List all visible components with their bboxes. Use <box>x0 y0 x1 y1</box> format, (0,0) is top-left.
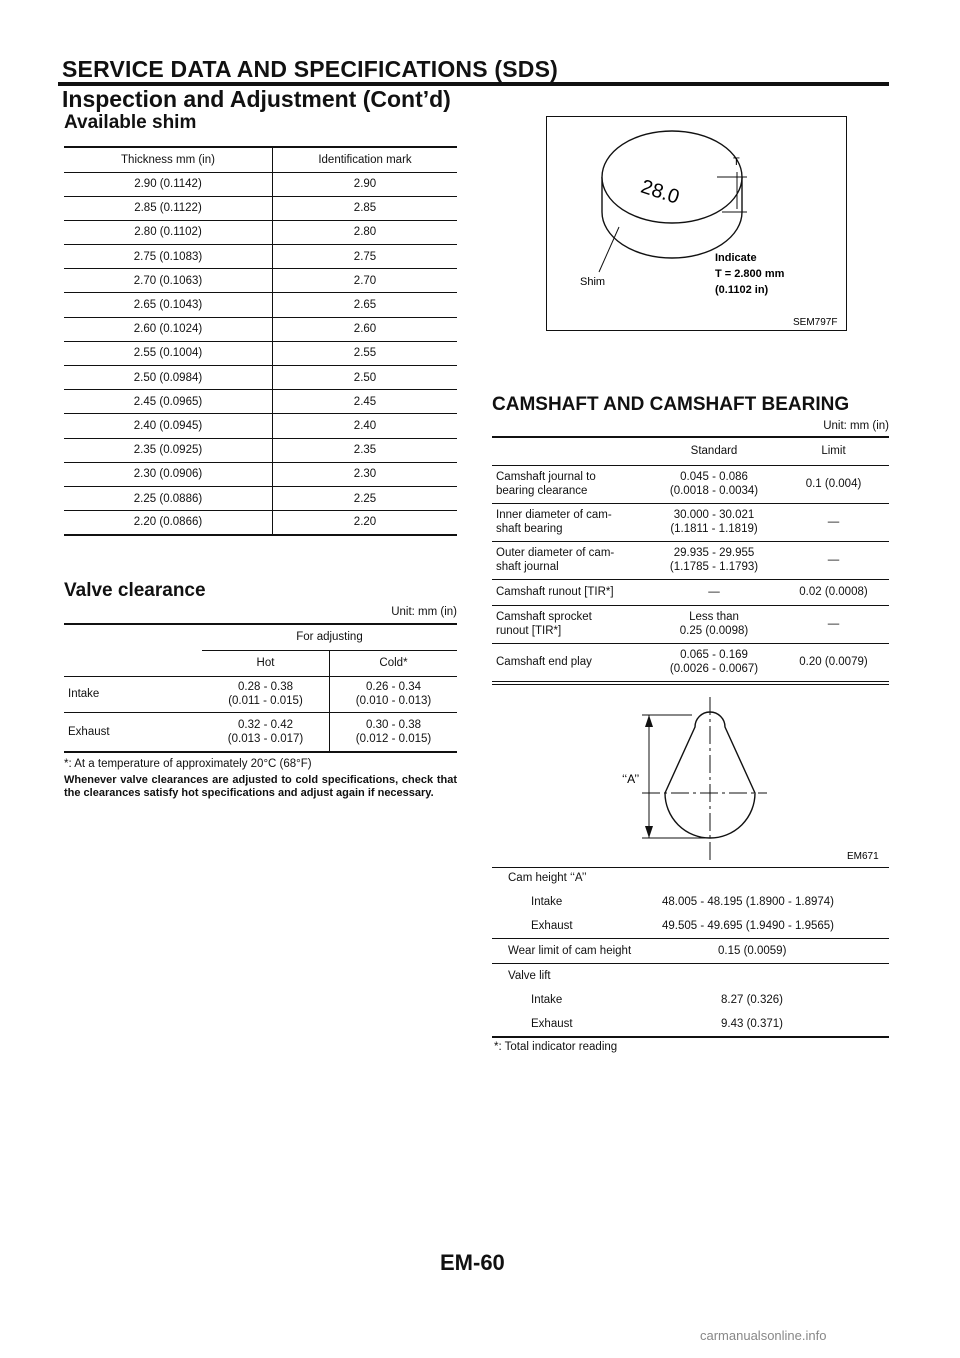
camshaft-limit: 0.1 (0.004) <box>805 478 862 490</box>
t-label: T <box>733 156 740 168</box>
valve-unit: Unit: mm (in) <box>391 606 457 618</box>
valve-header-row1 <box>64 624 457 650</box>
camshaft-item: Inner diameter of cam- shaft bearing <box>496 509 612 535</box>
intake-label: Intake <box>68 688 100 700</box>
shim-thickness: 2.65 (0.1043) <box>64 293 273 317</box>
camshaft-limit: — <box>827 516 840 528</box>
shim-id-mark: 2.45 <box>353 395 377 408</box>
valve-heading: Valve clearance <box>64 580 206 601</box>
camshaft-limit: — <box>827 618 840 630</box>
intake-hot: 0.28 - 0.38 (0.011 - 0.015) <box>202 676 330 712</box>
shim-label: Shim <box>580 276 606 288</box>
shim-thickness: 2.40 (0.0945) <box>64 414 273 438</box>
shim-table <box>64 146 457 536</box>
shim-table-header <box>64 147 457 172</box>
shim-thickness: 2.80 (0.1102) <box>64 220 273 244</box>
shim-row <box>64 366 457 390</box>
cam-figure-code: EM671 <box>847 851 879 862</box>
shim-leader <box>599 227 619 272</box>
camshaft-standard: 0.065 - 0.169 (0.0026 - 0.0067) <box>669 649 759 675</box>
camshaft-item: Camshaft end play <box>496 656 592 668</box>
shim-row <box>64 196 457 220</box>
shim-row <box>64 269 457 293</box>
cam-diagram <box>492 685 889 867</box>
shim-marking: 28.0 <box>638 175 682 209</box>
shim-thickness: 2.70 (0.1063) <box>64 269 273 293</box>
shim-thickness: 2.25 (0.0886) <box>64 486 273 510</box>
camshaft-table-container <box>492 436 889 682</box>
camshaft-row <box>492 605 889 643</box>
shim-row <box>64 462 457 486</box>
shim-row <box>64 317 457 341</box>
valve-intake-row <box>64 676 457 712</box>
shim-id-mark: 2.90 <box>353 178 377 191</box>
cam-height-intake: Intake 48.005 - 48.195 (1.8900 - 1.8974) <box>531 896 834 908</box>
camshaft-standard: 29.935 - 29.955 (1.1785 - 1.1793) <box>669 547 759 573</box>
shim-thickness: 2.30 (0.0906) <box>64 462 273 486</box>
shim-id-mark: 2.70 <box>353 274 377 287</box>
camshaft-header <box>492 437 889 465</box>
shim-row <box>64 438 457 462</box>
shim-row <box>64 172 457 196</box>
valve-lift-intake: Intake 8.27 (0.326) <box>531 994 784 1006</box>
shim-id-mark: 2.75 <box>353 250 377 263</box>
cam-specs <box>492 866 889 1056</box>
for-adjusting: For adjusting <box>202 624 457 650</box>
camshaft-standard: 30.000 - 30.021 (1.1811 - 1.1819) <box>670 509 758 535</box>
valve-table <box>64 623 457 753</box>
shim-row <box>64 341 457 365</box>
shim-diagram <box>547 117 846 330</box>
valve-warning: Whenever valve clearances are adjusted to cold specifications, check that the clearances satisfy hot specifications and adjust again if necessary. <box>64 774 457 799</box>
camshaft-row <box>492 465 889 503</box>
shim-id-mark: 2.50 <box>353 371 377 384</box>
shim-col-id: Identification mark <box>318 153 412 166</box>
shim-row <box>64 511 457 535</box>
valve-lift-exhaust: Exhaust 9.43 (0.371) <box>492 1012 889 1038</box>
shim-thickness: 2.60 (0.1024) <box>64 317 273 341</box>
intake-cold: 0.26 - 0.34 (0.010 - 0.013) <box>355 681 432 707</box>
camshaft-standard: — <box>708 586 720 598</box>
shim-row <box>64 486 457 510</box>
camshaft-limit: — <box>827 554 840 566</box>
shim-thickness: 2.50 (0.0984) <box>64 366 273 390</box>
shim-row <box>64 390 457 414</box>
valve-lift-label: Valve lift <box>508 970 551 982</box>
shim-id-mark: 2.35 <box>353 444 377 457</box>
shim-id-mark: 2.40 <box>353 419 377 432</box>
camshaft-limit: 0.02 (0.0008) <box>799 586 868 598</box>
limit-label: Limit <box>821 445 846 458</box>
watermark: carmanualsonline.info <box>700 1328 827 1343</box>
camshaft-table <box>492 436 889 682</box>
camshaft-item: Camshaft sprocket runout [TIR*] <box>496 611 592 637</box>
section-subtitle: Inspection and Adjustment (Cont’d) <box>62 86 451 112</box>
shim-col-thickness: Thickness mm (in) <box>64 147 273 172</box>
a-arrow-top <box>645 715 653 727</box>
shim-thickness: 2.75 (0.1083) <box>64 245 273 269</box>
shim-thickness: 2.20 (0.0866) <box>64 511 273 535</box>
camshaft-footnote: *: Total indicator reading <box>494 1041 618 1053</box>
shim-figure-code: SEM797F <box>793 317 838 328</box>
shim-thickness: 2.55 (0.1004) <box>64 341 273 365</box>
shim-id-mark: 2.65 <box>353 299 377 312</box>
page-number: EM-60 <box>440 1250 505 1275</box>
exhaust-cold: 0.30 - 0.38 (0.012 - 0.015) <box>355 718 432 745</box>
section-title: SERVICE DATA AND SPECIFICATIONS (SDS) <box>62 56 558 82</box>
cam-figure <box>492 684 889 868</box>
shim-thickness: 2.35 (0.0925) <box>64 438 273 462</box>
exhaust-hot: 0.32 - 0.42 (0.013 - 0.017) <box>202 712 330 752</box>
shim-thickness: 2.45 (0.0965) <box>64 390 273 414</box>
camshaft-row <box>492 643 889 681</box>
camshaft-row <box>492 503 889 541</box>
shim-id-mark: 2.80 <box>353 226 377 239</box>
exhaust-label: Exhaust <box>68 725 110 738</box>
cam-height-exhaust: Exhaust 49.505 - 49.695 (1.9490 - 1.9565) <box>492 914 889 939</box>
shim-id-mark: 2.20 <box>353 516 377 529</box>
camshaft-row <box>492 541 889 579</box>
camshaft-item: Camshaft journal to bearing clearance <box>496 471 596 497</box>
valve-table-container <box>64 623 457 753</box>
camshaft-limit: 0.20 (0.0079) <box>799 656 868 668</box>
camshaft-standard: 0.045 - 0.086 (0.0018 - 0.0034) <box>669 471 759 497</box>
shim-figure <box>546 116 847 331</box>
shim-row <box>64 245 457 269</box>
indicate-line1: Indicate <box>715 252 757 264</box>
shim-id-mark: 2.55 <box>353 347 377 360</box>
shim-thickness: 2.90 (0.1142) <box>64 172 273 196</box>
camshaft-item: Camshaft runout [TIR*] <box>496 586 614 598</box>
shim-thickness: 2.85 (0.1122) <box>64 196 273 220</box>
camshaft-heading: CAMSHAFT AND CAMSHAFT BEARING <box>492 394 850 415</box>
valve-exhaust-row <box>64 712 457 752</box>
camshaft-unit: Unit: mm (in) <box>823 420 889 432</box>
standard-label: Standard <box>690 445 738 458</box>
shim-id-mark: 2.60 <box>353 323 377 336</box>
shim-id-mark: 2.30 <box>353 468 377 481</box>
shim-table-container <box>64 146 457 536</box>
shim-id-mark: 2.25 <box>353 492 377 505</box>
shim-row <box>64 220 457 244</box>
wear-limit-row: Wear limit of cam height 0.15 (0.0059) <box>492 939 889 964</box>
shim-heading: Available shim <box>64 112 197 133</box>
camshaft-item: Outer diameter of cam- shaft journal <box>496 547 615 573</box>
shim-row <box>64 293 457 317</box>
cold-label: Cold* <box>379 657 408 669</box>
cam-height-label: Cam height ‘‘A’’ <box>508 872 587 884</box>
valve-footnote: *: At a temperature of approximately 20°C (68°F) <box>64 758 312 770</box>
camshaft-standard: Less than 0.25 (0.0098) <box>679 611 749 637</box>
a-label: ‘‘A’’ <box>622 772 640 786</box>
a-arrow-bottom <box>645 826 653 838</box>
shim-row <box>64 414 457 438</box>
hot-label: Hot <box>202 650 330 676</box>
indicate-line2: T = 2.800 mm <box>715 268 785 280</box>
valve-header-row2 <box>64 650 457 676</box>
camshaft-row <box>492 579 889 605</box>
shim-id-mark: 2.85 <box>353 202 377 215</box>
indicate-line3: (0.1102 in) <box>715 284 769 296</box>
